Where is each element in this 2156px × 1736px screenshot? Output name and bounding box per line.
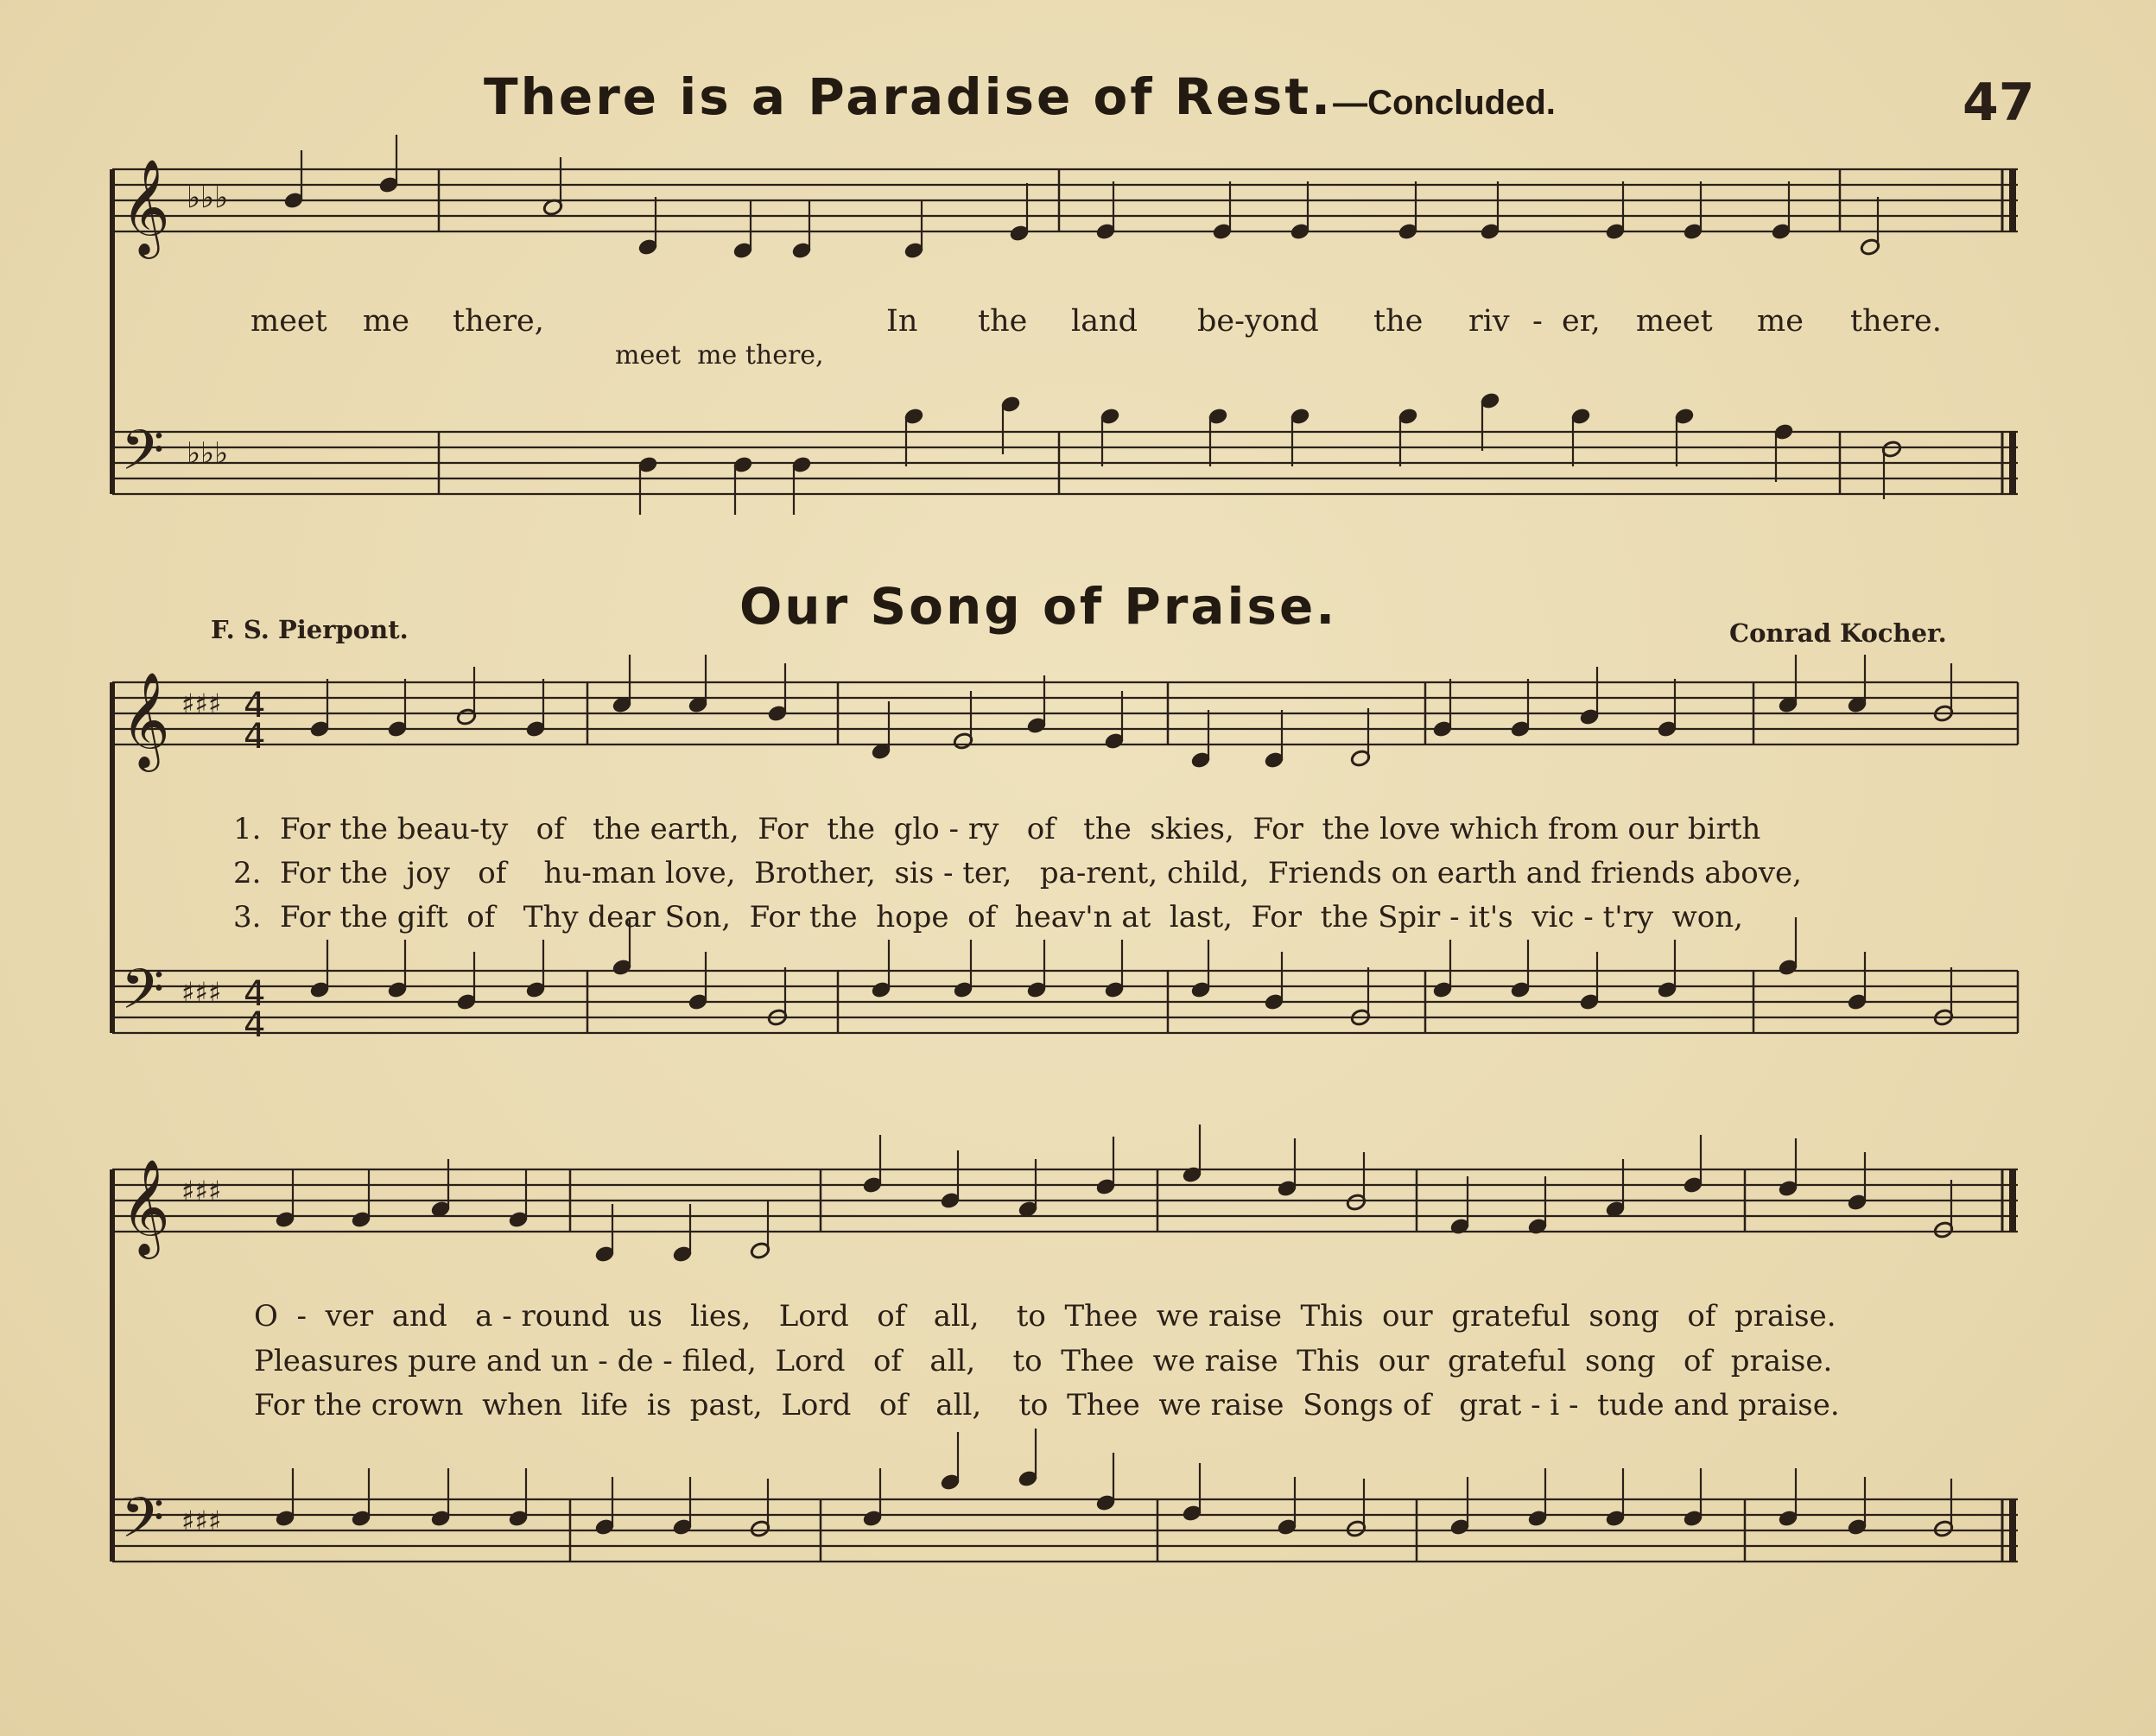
hymn1-lyric-word: me [1757,304,1804,339]
hymn1-lyric-word: the [1373,304,1424,339]
hymn2-s2-verse2: Pleasures pure and un - de - filed, Lord of all, to Thee we raise This our grateful song of praise. [254,1344,1833,1378]
hymn2-s2-verse3: For the crown when life is past, Lord of all, to Thee we raise Songs of grat - i - tude and praise. [254,1388,1840,1422]
treble-clef-icon: 𝄞 [121,1158,170,1255]
hymn1-title-text: There is a Paradise of Rest. [484,67,1334,126]
hymn2-s1-verse2: 2. For the joy of hu-man love, Brother, sis - ter, pa-rent, child, Friends on earth and friends above, [233,856,1802,890]
time-signature: 4 [244,717,266,757]
bass-clef-icon: 𝄢 [121,419,165,497]
bass-clef-icon: 𝄢 [121,958,165,1036]
hymn1-title-suffix: —Concluded. [1333,84,1556,122]
bass-clef-icon: 𝄢 [121,1486,165,1564]
page-number: 47 [1963,73,2035,133]
hymn1-lyric-word: there, [453,304,544,339]
hymn2-composer: Conrad Kocher. [1729,618,1947,648]
hymn1-lyric-word: In [886,304,918,339]
treble-clef-icon: 𝄞 [121,671,170,768]
hymn1-lyric-word: the [978,304,1028,339]
hymn1-lyric-word: land [1071,304,1138,339]
hymn2-lyricist: F. S. Pierpont. [211,615,409,644]
key-flats-icon: ♭♭♭ [187,181,229,215]
key-sharps-icon: ♯♯♯ [181,976,222,1009]
hymn2-title: Our Song of Praise. [739,577,1338,636]
hymn1-lyric-word: er, [1562,304,1601,339]
key-sharps-icon: ♯♯♯ [181,1175,222,1207]
hymn1-lyric-word: me [363,304,409,339]
hymn1-lyric-word: meet [250,304,327,339]
key-sharps-icon: ♯♯♯ [181,687,222,720]
key-flats-icon: ♭♭♭ [187,436,229,471]
hymn1-lyric-word: meet [1636,304,1713,339]
key-sharps-icon: ♯♯♯ [181,1505,222,1537]
hymn2-s2-verse1: O - ver and a - round us lies, Lord of all, to Thee we raise This our grateful song of praise. [254,1299,1836,1334]
hymn1-lyric-echo: meet me there, [615,340,824,371]
hymn1-lyric-word: riv [1468,304,1510,339]
hymn1-lyric-word: - [1532,304,1543,339]
time-signature: 4 [244,974,266,1014]
hymn2-s1-verse3: 3. For the gift of Thy dear Son, For the hope of heav'n at last, For the Spir - it's vic - t'ry won, [233,900,1743,935]
treble-clef-icon: 𝄞 [121,158,170,255]
hymn1-lyric-word: there. [1850,304,1942,339]
time-signature: 4 [244,686,266,725]
time-signature: 4 [244,1005,266,1045]
hymn1-lyric-word: be-yond [1197,304,1319,339]
hymn2-s1-verse1: 1. For the beau-ty of the earth, For the glo - ry of the skies, For the love which from our birth [233,812,1761,846]
